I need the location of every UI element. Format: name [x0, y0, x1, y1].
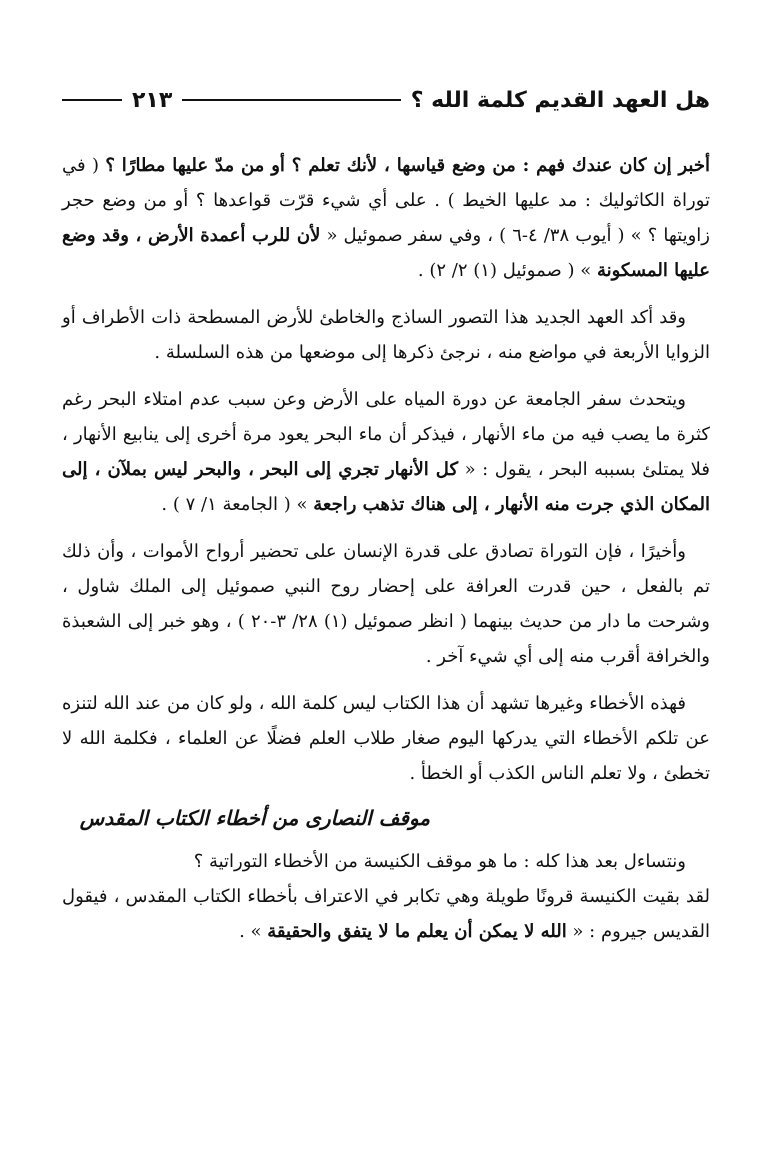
paragraph-2: وقد أكد العهد الجديد هذا التصور الساذج والخاطئ للأرض المسطحة ذات الأطراف أو الزوايا الأربعة في مواضع منه ، نرجئ ذكرها إلى موضعها من هذه السلسلة .	[62, 307, 710, 363]
paragraph-1	[62, 148, 710, 288]
paragraph-3-text: ويتحدث سفر الجامعة عن دورة المياه على الأرض وعن سبب عدم امتلاء البحر رغم كثرة ما يصب فيه من ماء الأنهار ، فيذكر أن ماء البحر يعود مرة أخرى إلى ينابيع الأنهار ، فلا يمتلئ بسببه البحر ، يقول : «	[62, 389, 710, 480]
quote-samuel: لأن للرب أعمدة الأرض ، وقد وضع عليها المسكونة	[62, 225, 710, 281]
page-number: ٢١٣	[132, 87, 173, 113]
paragraph-7-text: لقد بقيت الكنيسة قرونًا طويلة وهي تكابر في الاعتراف بأخطاء الكتاب المقدس ، فيقول القديس جيروم : «	[62, 886, 710, 942]
section-heading: موقف النصارى من أخطاء الكتاب المقدس	[79, 806, 430, 830]
paragraph-6: ونتساءل بعد هذا كله : ما هو موقف الكنيسة من الأخطاء التوراتية ؟	[193, 851, 686, 872]
paragraph-1-ref-2: » ( صموئيل (١) ٢/ ٢) .	[417, 260, 597, 281]
paragraph-7	[62, 879, 710, 949]
paragraph-1-note: ( في توراة الكاثوليك : مد عليها الخيط ) . على أي شيء قرّت قواعدها ؟ أو من وضع حجر زاويتها ؟	[62, 155, 710, 246]
paragraph-5: فهذه الأخطاء وغيرها تشهد أن هذا الكتاب ليس كلمة الله ، ولو كان من عند الله لتنزه عن تلكم الأخطاء التي يدركها اليوم صغار طلاب العلم فضلًا عن العلماء ، فكلمة الله لا تخطئ ، ولا تعلم الناس الكذب أو الخطأ .	[62, 693, 710, 784]
running-header	[62, 80, 710, 120]
paragraph-3-ref: » ( الجامعة ١/ ٧ ) .	[161, 494, 314, 515]
quote-job-1: أخبر إن كان عندك فهم : من وضع قياسها ، لأنك تعلم ؟ أو من مدّ عليها مطارًا ؟	[105, 155, 710, 176]
quote-jerome: الله لا يمكن أن يعلم ما لا يتفق والحقيقة	[267, 921, 567, 942]
paragraph-7-end: » .	[239, 921, 268, 942]
paragraph-4: وأخيرًا ، فإن التوراة تصادق على قدرة الإنسان على تحضير أرواح الأموات ، وأن ذلك تم بالفعل ، حين قدرت العرافة على إحضار روح النبي صموئيل إلى الملك شاول ، وشرحت ما دار من حديث بينهما ( انظر صموئيل (١) ٢٨/ ٣-٢٠ ) ، وهو خبر إلى الشعبذة والخرافة أقرب منه إلى أي شيء آخر .	[62, 541, 710, 667]
paragraph-1-ref: » ( أيوب ٣٨/ ٤-٦ ) ، وفي سفر صموئيل «	[320, 225, 648, 246]
page-body	[62, 148, 710, 949]
header-rule-end	[62, 99, 122, 101]
quote-ecclesiastes: كل الأنهار تجري إلى البحر ، والبحر ليس بملآن ، إلى المكان الذي جرت منه الأنهار ، إلى هناك تذهب راجعة	[62, 459, 710, 515]
paragraph-3	[62, 382, 710, 522]
running-title: هل العهد القديم كلمة الله ؟	[410, 87, 710, 113]
header-rule	[182, 99, 400, 101]
